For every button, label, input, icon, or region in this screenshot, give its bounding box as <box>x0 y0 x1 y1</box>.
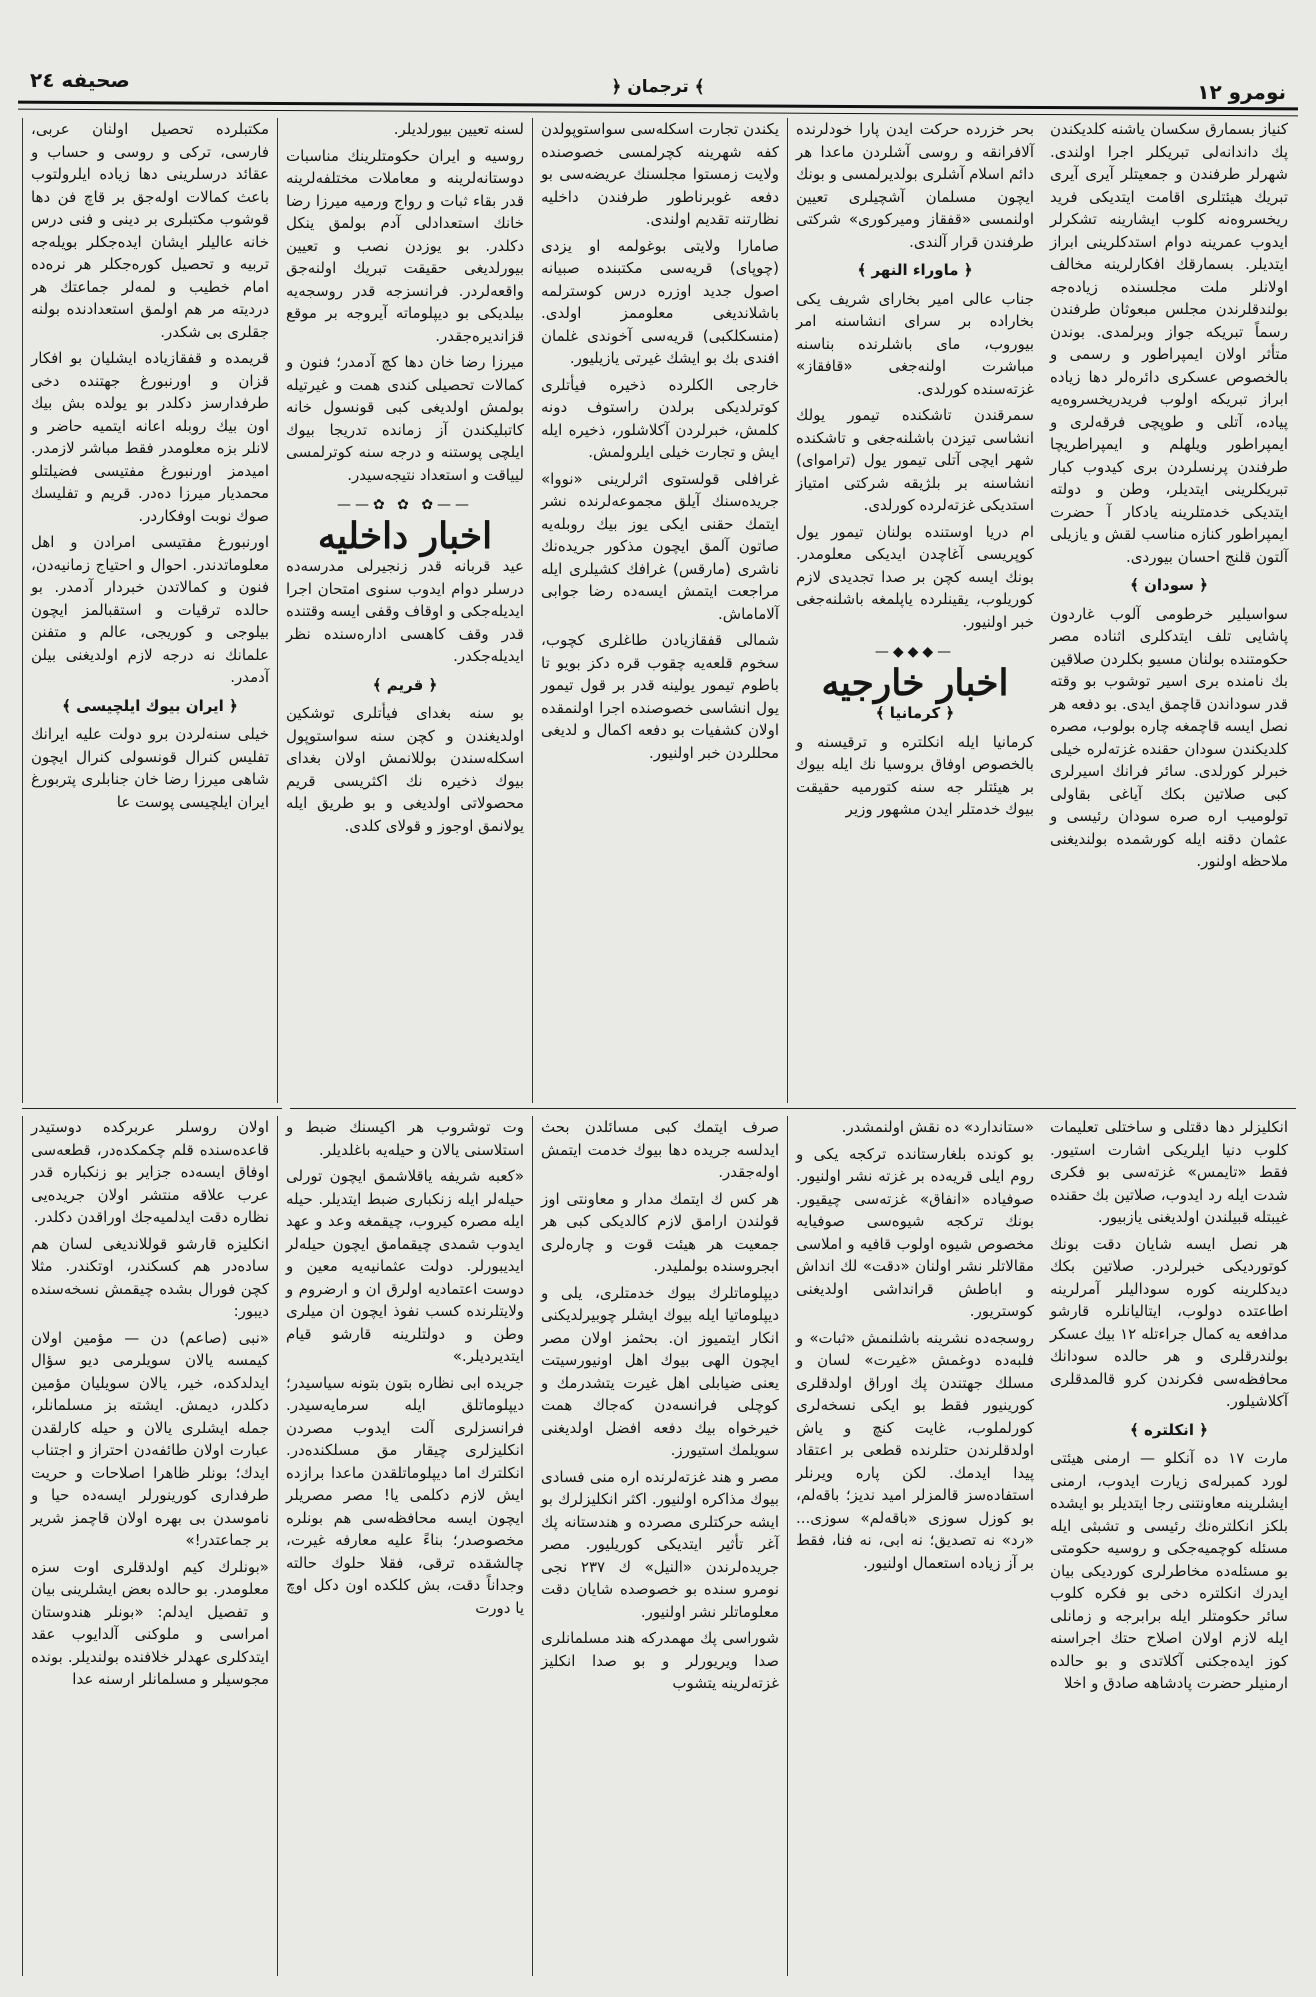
paragraph: مارت ۱۷ ده آنكلو — ارمنى هيئتى لورد كمبرله‌ى زيارت ايدوب، ارمنى ايشلرينه معاونتنى رجا ايتديلر بو ايشده بلكز انكلتره‌نك رئيسى و تشبثى ايله مسئله كوچميه‌جكى و روسيه حكومتى بو مسئله‌ده مخاطرلرى كورديكى بيان ايدرك انكلتره دخى بو فكره كلوب سائر حكومتلر ايله برابرجه و زمانلى ايله لازم اولان اصلاح حتك اجراسنه كوز ايده‌جكنى آكلاتدى و بو حالده ارمنيلر حضرت پادشاهه صادق و اخلا <box>1050 1449 1288 1692</box>
section-heading: ﴿ انكلتره ﴾ <box>1130 1420 1208 1439</box>
paragraph: ديپلوماتلرك بيوك خدمتلرى، يلى و ديپلوماتيا ايله بيوك ايشلر چوبيرلديكنى انكار ايتميوز ان. بحثمز اولان مصر ايچون الهى بيوك اهل اونيورسيتت يعنى ضيابلى اهل غيرت يتشدرمك و كوچلى فرانسه‌دن كه‌جاك همت خيرخواه بيك دفعه افضل اولديغنى سويلمك استيورز. <box>541 1283 779 1459</box>
column-2 <box>277 1116 532 1976</box>
paragraph: سمرقندن تاشكنده تيمور يولك انشاسى تيزدن باشلنه‌جغى و تاشكنده شهر ايچى آتلى تيمور يول (ترامواى) انشاسنه بر بلژيقه شركتى امتياز استديكى غزته‌لرده كورلدى. <box>796 406 1034 514</box>
column-3 <box>532 118 787 1103</box>
paragraph: ميرزا رضا خان دها كچ آدمدر؛ فنون و كمالات تحصيلى كندى همت و غيرتيله بولمش اولديغى كبى قونسول خانه كاتبليكندن آز زمانده تدريجا بيوك ايلچى پوستنه و درجه سنه كوترلمسى ليياقت و استعداد نتيجه‌سيدر. <box>286 353 524 484</box>
paragraph: يكندن تجارت اسكله‌سى سواستوپولدن كفه شهرينه كچرلمسى خصوصنده ولايت زمستوا مجلسنك عريضه‌سى بو دفعه غوبرناطور طرفندن داخليه نظارتنه تقديم اولندى. <box>541 120 779 228</box>
section-heading: ﴿ كرمانيا ﴾ <box>875 704 955 722</box>
column-2 <box>277 118 532 1103</box>
column-5 <box>1042 118 1296 1103</box>
paragraph: خارجى الكلرده ذخيره فيأتلرى كوترلديكى برلدن راستوف دونه كلمش، خبرلردن آكلاشلور، ذخيره ايله ايش و تجارت خيلى ايلرولمش. <box>541 375 779 461</box>
paragraph: انكليزه قارشو قوللانديغى لسان هم ساده‌در هم كسكندر، اوتكندر. مثلا كچن فورال بشده چيقمش نسخه‌سنده ديبور: <box>31 1234 269 1320</box>
column-4 <box>787 118 1042 1103</box>
section-title-domestic-news: اخبار داخليه <box>317 514 493 557</box>
paragraph: قريمده و قفقازياده ايشليان بو افكار قزان و اورنبورغ جهتنده دخى طرفدارسز دكلدر بو يولده بش بيك اون بيك روبله اعانه ايتميه حاضر و لانلر بزه معلومدر فقط مباشر لازمدر. اميدمز اورنبورغ مفتيسى فضيلتلو محمديار ميرزا ده‌در. قريم و تفليسك صوك نوبت اوفكاردر. <box>31 349 269 525</box>
masthead-rule <box>18 101 1298 117</box>
top-columns <box>22 118 1296 1103</box>
paragraph: غرافلى قولستوى اثرلرينى «نووا» جريده‌سنك آيلق مجموعه‌لرنده نشر ايتمك حقنى ايكى يوز بيك روبله‌يه صاتون آلمق ايچون مذكور جريده‌نك ناشرى (مارقس) غرافك كشيلرى ايله مراجعت ايتمش ايسه‌ده رضا جوابى آلاماماش. <box>541 469 779 623</box>
paragraph: «بونلرك كيم اولدقلرى اوت سزه معلومدر. بو حالده بعض ايشلرينى بيان و تفصيل ايدلم: «بونلر هندوستان امراسى و ملوكنى آلدايوب عقد ايتدكلرى عهدلر خلافنده بولنديلر. بونده مجوسيلر و مسلمانلر ارسنه عدا <box>31 1557 269 1688</box>
paragraph: هر كس ك ايتمك مدار و معاونتى اوز قولندن ارامق لازم كالديكى كبى هر جمعيت هر هيئت قوت و چاره‌لرى ابجروسنده بولمليدر. <box>541 1189 779 1275</box>
paragraph: اورنبورغ مفتيسى امرادن و اهل معلوماتدندر. احوال و احتياج زمانيه‌دن، فنون و كمالاتدن خبردار آدمدر. بو حالده ترقيات و استقبالمز ايچون بيلوجى و كوريجى، عالم و متفنن علمانك نه درجه لازم اولديغنى بيلن آدمدر. <box>31 533 269 686</box>
paragraph: لسنه تعيين بيورلديلر. <box>393 120 524 138</box>
paragraph: عيد قربانه قدر زنجيرلى مدرسه‌ده درسلر دوام ايدوب سنوى امتحان اجرا ايديله‌جكى و اوقاف وقفى ايسه وقتنده قدر وقف كاهسى اداره‌سنده نظر ايديله‌جكدر. <box>286 557 524 665</box>
section-heading: ﴿ سودان ﴾ <box>1130 576 1208 594</box>
ornament-divider: ——✿ ✿ ✿—— <box>336 497 474 513</box>
paragraph: «نبى (صاعم) دن — مؤمين اولان كيمسه يالان سويلرمى ديو سؤال ايدلدكده، خير، يالان سويليان مؤمين دكلدر، ديمش. ايشته بز مسلمانلر، جمله ايشلرى يالان و حيله كارلقدن عبارت اولان طائفه‌دن احتراز و اجتناب ايدك؛ بونلر ظاهرا اصلاحات و حريت طرفدارى كورينورلر ايسه‌ده حيا و ناموسدن بى بهره اولان قاچمز شرير بر جماعتدر!» <box>31 1328 269 1549</box>
paragraph: هر نصل ايسه شايان دقت بونك كوتورديكى خبرلردر. صلاتين بكك ديدكلرينه كوره سوداليلر آمرلرينه اطاعتده دولوب، ايتاليانلره قارشو مدافعه يه كمال جراءتله ۱۲ بيك عسكر بولندرقلرى و هر حالده سودانك محافظه‌سى فكرندن كرو قالمدقلرى آكلاشيلور. <box>1050 1234 1288 1410</box>
paragraph: شوراسى پك مهمدركه هند مسلمانلرى صدا ويريورلر و بو صدا انكليز غزته‌لرينه يتشوب <box>541 1629 779 1692</box>
paragraph: انكليزلر دها دقتلى و ساختلى تعليمات كلوب دنيا ايلريكى اشارت استيور. فقط «تايمس» غزته‌سى بو فكرى شدت ايله رد ايدوب، صلاتين بك حقنده غيبتله قبيلندن اولديغنى يازبيور. <box>1050 1118 1288 1226</box>
bottom-columns <box>22 1116 1296 1976</box>
section-heading: ﴿ ايران بيوك ايلچيسى ﴾ <box>62 696 238 715</box>
paragraph: «كعبه شريفه ياقلاشمق ايچون تورلى حيله‌لر ايله زنكبارى ضبط ايتديلر. حيله ايله مصره كيروب، چيقمغه وعد و عهد ايدوب شمدى چيقمامق ايچون حيله‌لر ايديبورلر. دولت عثمانيه‌يه معين و دوست اعتماديه اولرق ان و ارضروم و ولايتلرنده كسب نفوذ ايچون ان ميلرى وطن و دولتلرينه قارشو قيام ايتديرديلر.» <box>286 1167 524 1365</box>
section-divider <box>22 1108 282 1109</box>
newspaper-title: ﴿ ترجمان ﴾ <box>611 77 705 97</box>
column-1 <box>22 118 277 1103</box>
paragraph: روسجه‌ده نشرينه باشلنمش «ثبات» و فلبه‌ده دوغمش «غيرت» لسان و مسلك جهتندن پك اوراق اولدقلرى كورينيور فقط بو ايكى نسخه‌لرى كورلملوب، غايت كنچ و ياش اولدقلرندن حتلرنده قطعى بر اعتقاد پيدا ايدمك. لكن پاره ويرنلر استفاده‌سز قالمزلر اميد نديز؛ باقه‌لم، بو كوزل سوزى «باقه‌لم» سوزى... «رد» نه تصديق؛ نه ابى، نه فنا، فقط بر آز زياده استعمال اولنيور. <box>796 1328 1034 1572</box>
paragraph: مكتبلرده تحصيل اولنان عربى، فارسى، تركى و روسى و حساب و عقائد درسلرينى دها زياده ايلرولتوب باعث كمالات اوله‌جق بر قاچ فن دها قوشوب مكتبلرى بر دينى و فنى درس خانه عاليلر ايشان ايده‌جكلر بويله‌جه تربيه و تحصيل كوره‌جكلر هر نره‌ده امام خطيب و لمه‌لر جماعتك هر درديته مر هم اولمق استعدادنده بولنه جقلرى بى شكدر. <box>31 120 269 341</box>
column-4 <box>787 1116 1042 1976</box>
paragraph: وت توشروب هر اكيسنك ضبط و استلاسنى يالان و حيله‌يه باغلديلر. <box>286 1118 524 1159</box>
paragraph: جناب عالى امير بخاراى شريف يكى بخاراده بر سراى انشاسنه امر بيوروب، ماى باشلرنده بناسنه مباشرت اولنه‌جغى «قافقاز» غزته‌سنده كورلدى. <box>796 289 1034 398</box>
page-number: صحیفه ۲٤ <box>30 68 130 92</box>
paragraph: صامارا ولايتى بوغولمه او يزدى (چوپاى) قريه‌سى مكتبنده صبيانه اصول جديد اوزره درس كوسترلمه باشلانديغى معلوممز اولدى. (منسكلكبى) قريه‌سى آخوندى غلمان افندى بك بو ايشك غيرتى يازيليور. <box>541 236 779 367</box>
paragraph: مصر و هند غزته‌لرنده اره منى فسادى بيوك مذاكره اولنيور. اكثر انكليزلرك بو ايشه حركتلرى مصرده و هندستانه پك آغر تأثير ايتديكى كوريليور. مصر جريده‌لرندن «النيل» ك ۲۳۷ نجى نومرو سنده بو خصوصده شايان دقت معلوماتلر نشر اولنيور. <box>541 1467 779 1621</box>
paragraph: خيلى سنه‌لردن برو دولت عليه ايرانك تفليس كنرال قونسولى كنرال ايچون شاهى ميرزا رضا خان جنابلرى پتربورغ ايران ايلچيسى پوست عا <box>31 725 269 811</box>
paragraph: بو كونده بلغارستانده تركجه يكى و روم ايلى قريه‌ده بر غزته نشر اولنيور. صوفياده «انفاق» غزته‌سى چيقيور. بونك تركجه شيوه‌سى صوفيايه مخصوص شيوه اولوب قافيه و املاسى مقالاتلر نشر اولنان «دقت» لك انداش و اباطش قرانداشى اولديغنى كوستريور. <box>796 1144 1034 1320</box>
column-1 <box>22 1116 277 1976</box>
column-3 <box>532 1116 787 1976</box>
section-divider <box>290 1108 1296 1109</box>
masthead <box>20 62 1296 102</box>
paragraph: ام دريا اوستنده بولنان تيمور يول كوپريسى آغاچدن ايديكى معلومدر. بونك ايسه كچن بر صدا تجديدى لازم كوريلوب، يقينلرده ياپلمغه باشلنه‌جغى خبر اولنيور. <box>796 522 1034 631</box>
section-heading: ﴿ ماوراء النهر ﴾ <box>857 261 973 279</box>
paragraph: روسيه و ايران حكومتلرينك مناسبات دوستانه‌لرينه و معاملات مختلفه‌لرينه قدر بقاء ثبات و رواج ورميه ميرزا رضا خانك استعدادلى آدم بولمق ينكل دكلدر. بو يوزدن نصب و تعيين بيورلديغى حقيقت تبريك اولنه‌جق واقعه‌لردر. فرانسزجه قدر روسجه‌يه بيلديكى بو ديپلوماته آيروجه بر موقع قزانديره‌جقدر. <box>286 146 524 345</box>
paragraph: شمالى قفقازيادن طاغلرى كچوب، سخوم قلعه‌يه چقوب قره دكز بويو تا باطوم تيمور يولينه قدر بر قول تيمور يول انشاسى خصوصنده اجرا اولنمقده اولان كشفيات بو دفعه اكمال و لديغى محللردن خبر اولنيور. <box>541 631 779 762</box>
column-5 <box>1042 1116 1296 1976</box>
paragraph: سواسيلير خرطومى آلوب غاردون پاشايى تلف ايتدكلرى اثناده مصر حكومتنده بولنان مسيو بكلردن صلاقين بك نامنده برى اسير توشوب بو وقته قدر سوداندن قاچمق ايدى. بو دفعه هر نصل ايسه قاچمغه چاره بولوب، مصره كلديكندن سودان حقنده غزته‌لره خيلى خبرلر كورلدى. سائر فرانك اسيرلرى كبى صلاتين بكك آياغى بقاولى تولوميب اره صره سودان رئيسى و عثمان دقنه ايله كورشمده بولنديغنى ملاحظه اولنور. <box>1050 604 1288 870</box>
paragraph: كنياز بسمارق سكسان ياشنه كلديكندن پك داندانه‌لى تبريكلر اجرا اولندى. شهرلر طرفندن و جمعيتلر آيرى آيرى تبريك هيئتلرى اقامت ايتديكى فريد ريخسروه‌نه كلوب ايشارينه تشكرلر ايدوب عمرينه دوام استدكلرينى ابراز ايتديلر. بسمارقك افكارلرينه مخالف اولانلر ملت مجلسنده زياده‌جه بولندقلرندن مجلس مبعوثان طرفندن رسماً تبريكه جواز وبرلمدى. بوندن متأثر اولان ايمپراطور و رسمى و بالخصوص عسكرى دائره‌لر دها زياده ابراز تبريكه اولوب فريدريخسروه‌يه پياده، آتلى و طوپچى فرقه‌لرى و ايمپراطور ويلهلم و ايمپراطريچا طرفندن پرنسلردن برى كيدوب كبار تبريكلرينى ايتديلر، وطن و دولته ايتديكى خدمتلرينه يادكار آ حضرت ايمپراطور كنازه مناسب لقش و يازيلى آلتون قلنج احسان بيوردى. <box>1050 120 1288 566</box>
paragraph: اولان روسلر عربركده دوستيدر قاعده‌سنده قلم چكمكده‌در، قطعه‌سى اوفاق ايسه‌ده جزاير بو زنكباره قدر عرب علاقه منتشر اولان جريده‌يى نظاره دقت ايدلميه‌جك اوراقدن دكلدر. <box>31 1118 269 1226</box>
paragraph: بحر خزرده حركت ايدن پارا خودلرنده آلافرانقه و روسى آشلردن ماعدا هر دائم اسلام آشلرى بولديرلمسى و بونك ايچون مسلمان آشچيلرى تعيين اولنمسى «قفقاز وميركورى» شركتى طرفندن قرار آلندى. <box>796 120 1034 251</box>
ornament-divider: —◆◆◆— <box>874 644 956 660</box>
section-heading: ﴿ قريم ﴾ <box>372 675 438 694</box>
paragraph: جريده ابى نظاره بتون بتونه سياسيدر؛ ديپلوماتلق ايله سرمايه‌سيدر. فرانسزلرى آلت ايدوب مصردن انكليزلرى چيقار مق مسلكنده‌در. انكلترك اما ديپلوماتلقدن ماعدا برازده ايش لازم دكلمى يا! مصر مصريلر ايچون ايسه محافظه‌سى هم بونلره مخصوصدر؛ بناءً عليه معارفه غيرت، چالشقده ترقى، فقلا حلوك حالته وجداناً دقت، بش كلكده اون دكل اوچ يا دورت <box>286 1373 524 1617</box>
paragraph: بو سنه بغداى فيأتلرى توشكين اولديغندن و كچن سنه سواستوپول اسكله‌سندن بوللانمش اولان بغداى بيوك ذخيره نك اكثريسى قريم محصولاتى اولديغى و بو طريق ايله يولانمق اوجوز و قولاى كلدى. <box>286 704 524 835</box>
paragraph: كرمانيا ايله انكلتره و ترقيسنه و بالخصوص اوفاق بروسيا نك ايله بيوك بر هيئتلر جه سنه كتورميه حقيقت بيوك خدمتلر ايدن مشهور وزير <box>796 732 1034 818</box>
section-title-foreign-news: اخبار خارجيه <box>821 661 1009 704</box>
paragraph: صرف ايتمك كبى مسائلدن بحث ايدلسه جريده دها بيوك خدمت ايتمش اوله‌جقدر. <box>541 1118 779 1181</box>
issue-number: نومرو ۱۲ <box>1197 80 1286 104</box>
paragraph: «ستاندارد» ده نقش اولنمشدر. <box>841 1118 1034 1136</box>
